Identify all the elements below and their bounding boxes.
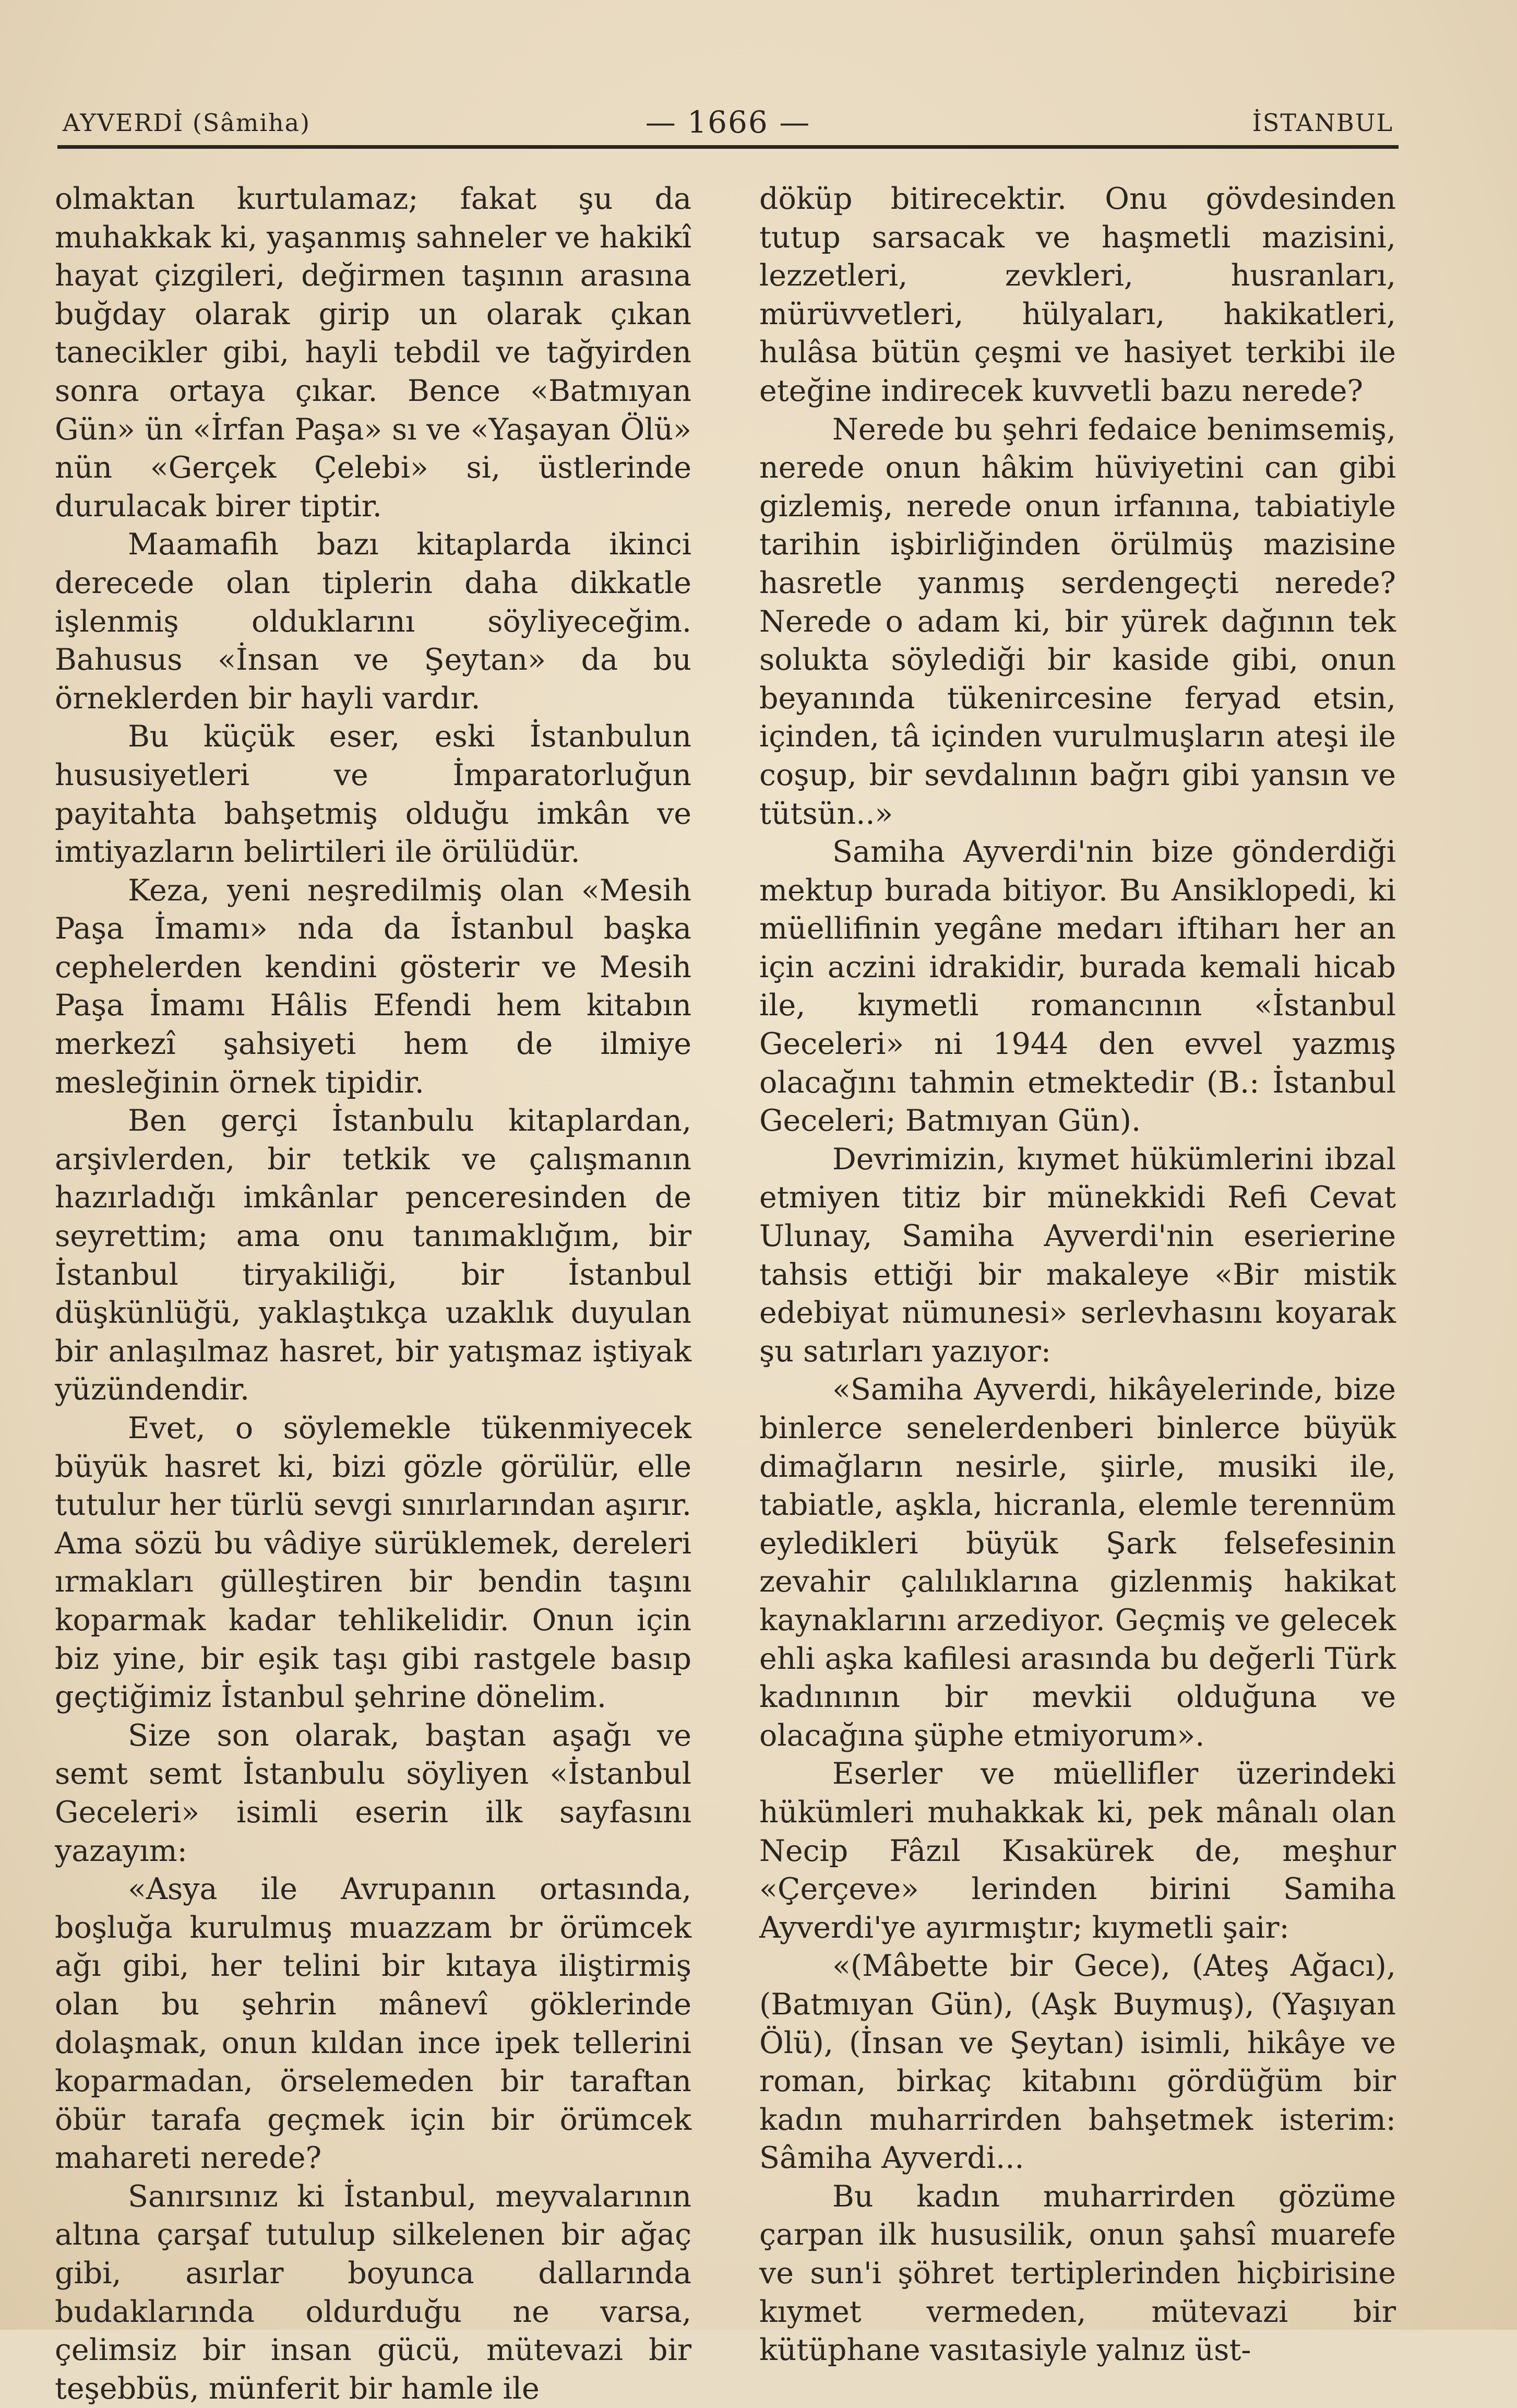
paragraph: döküp bitirecektir. Onu gövdesinden tutup sarsacak ve haşmetli mazisini, lezzetleri, zevkleri, husranları, mürüvvetleri, hülyaları, hakikatleri, hulâsa bütün çeşmi ve hasiyet terkibi ile eteğine indirecek kuvvetli bazu nerede? xyxy=(759,182,1396,408)
paragraph: Sanırsınız ki İstanbul, meyvalarının altına çarşaf tutulup silkelenen bir ağaç gibi, asırlar boyunca dallarında budaklarında oldurduğu ne varsa, çelimsiz bir insan gücü, mütevazi bir teşebbüs, münferit bir hamle ile xyxy=(55,2179,691,2406)
paragraph: Evet, o söylemekle tükenmiyecek büyük hasret ki, bizi gözle görülür, elle tutulur her türlü sevgi sınırlarından aşırır. Ama sözü bu vâdiye sürüklemek, dereleri ırmakları gülleştiren bir bendin taşını koparmak kadar tehlikelidir. Onun için biz yine, bir eşik taşı gibi rastgele basıp geçtiğimiz İstanbul şehrine dönelim. xyxy=(55,1411,691,1715)
paragraph: Maamafih bazı kitaplarda ikinci derecede olan tiplerin daha dikkatle işlenmiş olduklarını söyliyeceğim. Bahusus «İnsan ve Şeytan» da bu örneklerden bir hayli vardır. xyxy=(55,527,691,716)
paragraph: Samiha Ayverdi'nin bize gönderdiği mektup burada bitiyor. Bu Ansiklopedi, ki müellifinin yegâne medarı iftiharı her an için aczini idrakidir, burada kemali hicab ile, kıymetli romancının «İstanbul Geceleri» ni 1944 den evvel yazmış olacağını tahmin etmektedir (B.: İstanbul Geceleri; Batmıyan Gün). xyxy=(759,835,1396,1138)
paragraph: Bu küçük eser, eski İstanbulun hususiyetleri ve İmparatorluğun payitahta bahşetmiş olduğu imkân ve imtiyazların belirtileri ile örülüdür. xyxy=(55,719,691,870)
paragraph: Bu kadın muharrirden gözüme çarpan ilk hususilik, onun şahsî muarefe ve sun'i şöhret tertiplerinden hiçbirisine kıymet vermeden, mütevazi bir kütüphane vasıtasiyle yalnız üst- xyxy=(759,2179,1396,2368)
header-rule xyxy=(57,145,1399,149)
paragraph: «(Mâbette bir Gece), (Ateş Ağacı), (Batmıyan Gün), (Aşk Buymuş), (Yaşıyan Ölü), (İnsan ve Şeytan) isimli, hikâye ve roman, birkaç kitabını gördüğüm bir kadın muharrirden bahşetmek isterim: Sâmiha Ayverdi... xyxy=(759,1949,1396,2176)
paragraph: Eserler ve müellifler üzerindeki hükümleri muhakkak ki, pek mânalı olan Necip Fâzıl Kısakürek de, meşhur «Çerçeve» lerinden birini Samiha Ayverdi'ye ayırmıştır; kıymetli şair: xyxy=(759,1757,1396,1945)
header-entry: İSTANBUL xyxy=(1252,109,1393,137)
paragraph: «Samiha Ayverdi, hikâyelerinde, bize binlerce senelerdenberi binlerce büyük dimağların nesirle, şiirle, musiki ile, tabiatle, aşkla, hicranla, elemle terennüm eyledikleri büyük Şark felsefesinin zevahir çalılıklarına gizlenmiş hakikat kaynaklarını arzediyor. Geçmiş ve gelecek ehli aşka kafilesi arasında bu değerli Türk kadınının bir mevkii olduğuna ve olacağına şüphe etmiyorum». xyxy=(759,1372,1396,1753)
paragraph: Keza, yeni neşredilmiş olan «Mesih Paşa İmamı» nda da İstanbul başka cephelerden kendini gösterir ve Mesih Paşa İmamı Hâlis Efendi hem kitabın merkezî şahsiyeti hem de ilmiye mesleğinin örnek tipidir. xyxy=(55,873,691,1100)
running-header xyxy=(57,104,1399,141)
paragraph: «Asya ile Avrupanın ortasında, boşluğa kurulmuş muazzam br örümcek ağı gibi, her telini bir kıtaya iliştirmiş olan bu şehrin mânevî göklerinde dolaşmak, onun kıldan ince ipek tellerini koparmadan, örselemeden bir taraftan öbür tarafa geçmek için bir örümcek mahareti nerede? xyxy=(55,1872,691,2176)
paragraph: Ben gerçi İstanbulu kitaplardan, arşivlerden, bir tetkik ve çalışmanın hazırladığı imkânlar penceresinden de seyrettim; ama onu tanımaklığım, bir İstanbul tiryakiliği, bir İstanbul düşkünlüğü, yaklaştıkça uzaklık duyulan bir anlaşılmaz hasret, bir yatışmaz iştiyak yüzündendir. xyxy=(55,1104,691,1407)
paragraph: Size son olarak, baştan aşağı ve semt semt İstanbulu söyliyen «İstanbul Geceleri» isimli eserin ilk sayfasını yazayım: xyxy=(55,1718,691,1868)
paragraph: Devrimizin, kıymet hükümlerini ibzal etmiyen titiz bir münekkidi Refi Cevat Ulunay, Samiha Ayverdi'nin eserierine tahsis ettiği bir makaleye «Bir mistik edebiyat nümunesi» serlevhasını koyarak şu satırları yazıyor: xyxy=(759,1142,1396,1369)
paragraph: Nerede bu şehri fedaice benimsemiş, nerede onun hâkim hüviyetini can gibi gizlemiş, nerede onun irfanına, tabiatiyle tarihin işbirliğinden örülmüş mazisine hasretle yanmış serdengeçti nerede? Nerede o adam ki, bir yürek dağının tek solukta söylediği bir kaside gibi, onun beyanında tükenircesine feryad etsin, içinden, tâ içinden vurulmuşların ateşi ile coşup, bir sevdalının bağrı gibi yansın ve tütsün..» xyxy=(759,412,1396,831)
paragraph: olmaktan kurtulamaz; fakat şu da muhakkak ki, yaşanmış sahneler ve hakikî hayat çizgileri, değirmen taşının arasına buğday olarak girip un olarak çıkan tanecikler gibi, hayli tebdil ve tağyirden sonra ortaya çıkar. Bence «Batmıyan Gün» ün «İrfan Paşa» sı ve «Yaşayan Ölü» nün «Gerçek Çelebi» si, üstlerinde durulacak birer tiptir. xyxy=(55,182,691,524)
page-number: — 1666 — xyxy=(645,104,811,140)
header-author: AYVERDİ (Sâmiha) xyxy=(63,109,311,137)
right-column xyxy=(759,180,1396,2370)
left-column xyxy=(55,180,691,2408)
